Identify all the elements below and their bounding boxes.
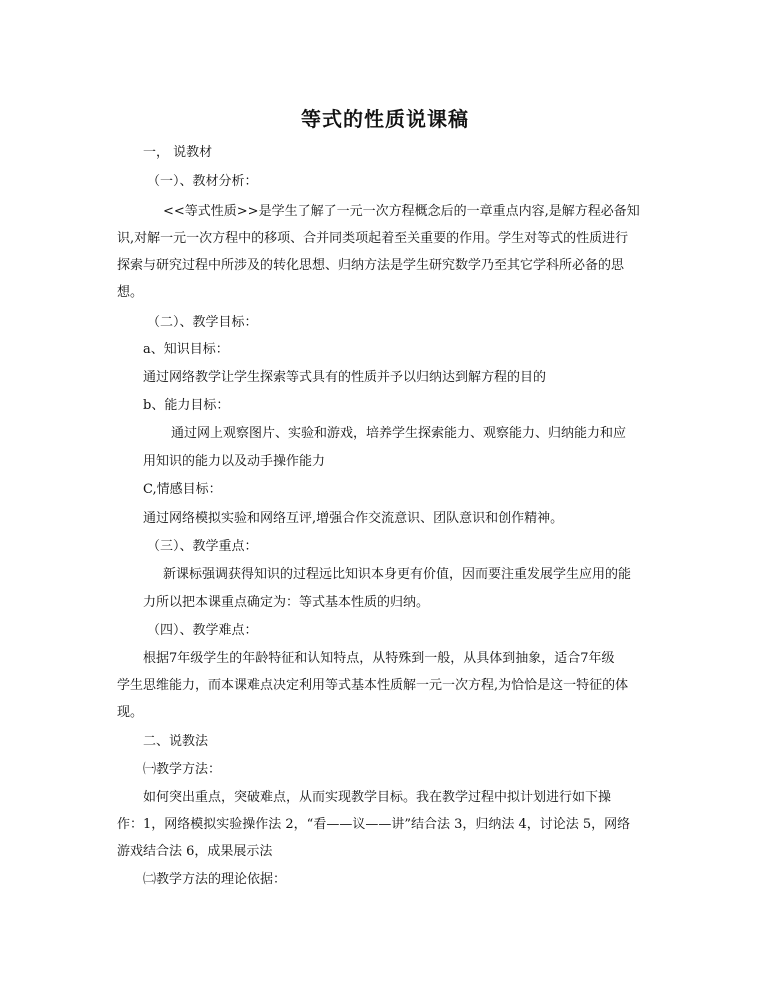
- subsection-heading: （一）、教材分析：: [147, 174, 258, 189]
- paragraph-line: 想。: [117, 285, 144, 300]
- paragraph-line: 学生思维能力，而本课难点决定利用等式基本性质解一元一次方程,为恰恰是这一特征的体: [117, 678, 629, 693]
- paragraph-line: 游戏结合法 6，成果展示法: [117, 844, 273, 859]
- paragraph-line: 现。: [117, 705, 144, 720]
- paragraph-line: <<等式性质>>是学生了解了一元一次方程概念后的一章重点内容,是解方程必备知: [163, 204, 640, 219]
- paragraph-line: 探索与研究过程中所涉及的转化思想、归纳方法是学生研究数学乃至其它学科所必备的思: [117, 258, 625, 273]
- subsection-heading: ㈠教学方法：: [143, 762, 222, 777]
- paragraph-line: 通过网上观察图片、实验和游戏，培养学生探索能力、观察能力、归纳能力和应: [171, 426, 627, 441]
- item-heading: b、能力目标：: [143, 398, 230, 413]
- section-heading: 二、说教法: [143, 734, 209, 749]
- subsection-heading: （四）、教学难点：: [147, 623, 258, 638]
- subsection-heading: ㈡教学方法的理论依据：: [143, 872, 287, 887]
- item-heading: C,情感目标：: [143, 482, 222, 497]
- paragraph-line: 作：1，网络模拟实验操作法 2，“看——议——讲”结合法 3，归纳法 4，讨论法 5，网络: [117, 817, 631, 832]
- document-title: 等式的性质说课稿: [301, 107, 469, 131]
- subsection-heading: （三）、教学重点：: [147, 539, 258, 554]
- paragraph-line: 识,对解一元一次方程中的移项、合并同类项起着至关重要的作用。学生对等式的性质进行: [117, 231, 629, 246]
- section-heading: 一， 说教材: [143, 145, 213, 160]
- paragraph-line: 用知识的能力以及动手操作能力: [143, 454, 326, 469]
- subsection-heading: （二）、教学目标：: [147, 315, 258, 330]
- paragraph-line: 如何突出重点，突破难点，从而实现教学目标。我在教学过程中拟计划进行如下操: [143, 790, 612, 805]
- paragraph-line: 通过网络模拟实验和网络互评,增强合作交流意识、团队意识和创作精神。: [143, 511, 564, 526]
- paragraph-line: 力所以把本课重点确定为：等式基本性质的归纳。: [143, 595, 430, 610]
- paragraph-line: 根据7年级学生的年龄特征和认知特点，从特殊到一般，从具体到抽象，适合7年级: [143, 651, 615, 666]
- paragraph-line: 通过网络教学让学生探索等式具有的性质并予以归纳达到解方程的目的: [143, 370, 547, 385]
- paragraph-line: 新课标强调获得知识的过程远比知识本身更有价值，因而要注重发展学生应用的能: [163, 567, 632, 582]
- item-heading: a、知识目标：: [143, 342, 229, 357]
